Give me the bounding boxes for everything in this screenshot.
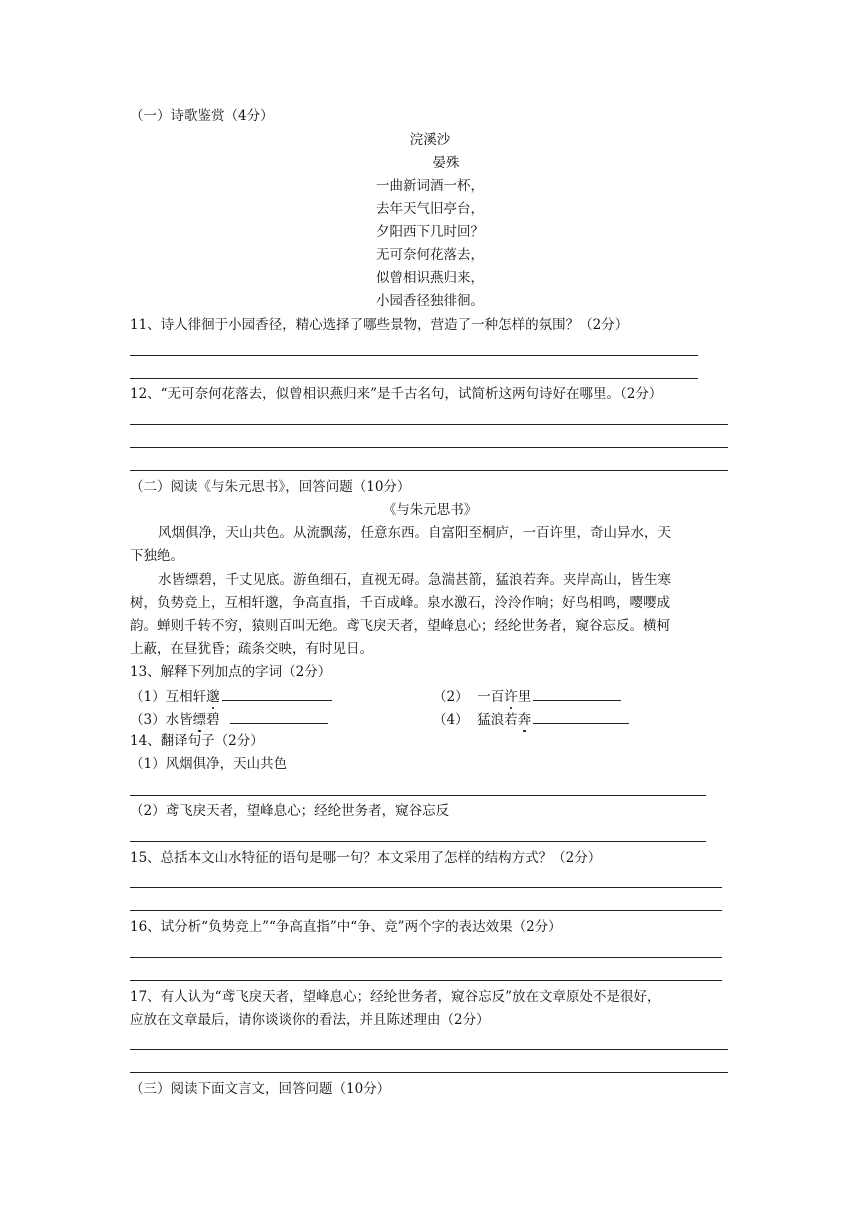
- poem-line: 一曲新词酒一杯，: [376, 178, 484, 194]
- q13-item-2: （2） 一百许里: [433, 686, 621, 706]
- fill-blank[interactable]: [222, 686, 332, 701]
- question-16: 16、试分析“负势竞上”“争高直指”中“争、竞”两个字的表达效果（2分）: [130, 919, 562, 935]
- question-12: 12、“无可奈何花落去，似曾相识燕归来”是千古名句，试简析这两句诗好在哪里。（2分）: [130, 386, 663, 402]
- passage-title: 《与朱元思书》: [382, 502, 478, 518]
- answer-line[interactable]: [130, 841, 706, 842]
- question-17: 17、有人认为“鸢飞戾天者，望峰息心；经纶世务者，窥谷忘反”放在文章原处不是很好，: [130, 989, 661, 1005]
- question-17-cont: 应放在文章最后，请你谈谈你的看法，并且陈述理由（2分）: [130, 1012, 490, 1028]
- passage-line: 下独绝。: [130, 548, 184, 564]
- poem-line: 夕阳西下几时回？: [376, 224, 484, 240]
- fill-blank[interactable]: [230, 709, 328, 724]
- section3-heading: （三）阅读下面文言文，回答问题（10分）: [130, 1081, 391, 1097]
- question-11: 11、诗人徘徊于小园香径，精心选择了哪些景物，营造了一种怎样的氛围？（2分）: [130, 317, 629, 333]
- fill-blank[interactable]: [533, 686, 621, 701]
- q13-item-3: （3）水皆缥碧: [130, 709, 328, 729]
- q14-item-1: （1）风烟俱净，天山共色: [130, 756, 288, 772]
- question-14: 14、翻译句子（2分）: [130, 733, 264, 749]
- poem-line: 无可奈何花落去，: [376, 247, 484, 263]
- answer-line[interactable]: [130, 957, 722, 958]
- answer-line[interactable]: [130, 447, 728, 448]
- answer-line[interactable]: [130, 470, 728, 471]
- dotted-char: 缥: [192, 712, 207, 728]
- passage-line: 风烟俱净，天山共色。从流飘荡，任意东西。自富阳至桐庐，一百许里，奇山异水，天: [158, 525, 671, 541]
- poem-line: 小园香径独徘徊。: [376, 293, 484, 309]
- poem-title: 浣溪沙: [409, 132, 451, 148]
- answer-line[interactable]: [130, 378, 698, 379]
- q14-item-2: （2）鸢飞戾天者，望峰息心；经纶世务者，窥谷忘反: [130, 803, 450, 819]
- passage-line: 韵。蝉则千转不穷，猿则百叫无绝。鸢飞戾天者，望峰息心；经纶世务者，窥谷忘反。横柯: [130, 618, 670, 634]
- answer-line[interactable]: [130, 980, 722, 981]
- answer-line[interactable]: [130, 887, 722, 888]
- answer-line[interactable]: [130, 355, 698, 356]
- passage-line: 树，负势竞上，互相轩邈，争高直指，千百成峰。泉水激石，泠泠作响；好鸟相鸣，嘤嘤成: [130, 595, 670, 611]
- answer-line[interactable]: [130, 910, 722, 911]
- answer-line[interactable]: [130, 1049, 728, 1050]
- section1-heading: （一）诗歌鉴赏（4分）: [130, 108, 274, 124]
- answer-line[interactable]: [130, 1072, 728, 1073]
- answer-line[interactable]: [130, 424, 728, 425]
- dotted-char: 许: [504, 689, 518, 705]
- poem-author: 晏殊: [432, 155, 460, 171]
- section2-heading: （二）阅读《与朱元思书》，回答问题（10分）: [130, 479, 411, 495]
- answer-line[interactable]: [130, 795, 706, 796]
- passage-line: 上蔽，在昼犹昏；疏条交映，有时见日。: [130, 641, 373, 657]
- poem-line: 去年天气旧亭台，: [376, 201, 484, 217]
- q13-item-1: （1）互相轩邈: [130, 686, 332, 706]
- q13-item-4: （4） 猛浪若奔: [433, 709, 629, 729]
- question-15: 15、总括本文山水特征的语句是哪一句？本文采用了怎样的结构方式？（2分）: [130, 850, 602, 866]
- passage-line: 水皆缥碧，千丈见底。游鱼细石，直视无碍。急湍甚箭，猛浪若奔。夹岸高山，皆生寒: [158, 572, 671, 588]
- poem-line: 似曾相识燕归来，: [376, 270, 484, 286]
- question-13: 13、解释下列加点的字词（2分）: [130, 664, 332, 680]
- dotted-char: 邈: [206, 689, 220, 705]
- fill-blank[interactable]: [533, 709, 629, 724]
- dotted-char: 奔: [517, 712, 532, 728]
